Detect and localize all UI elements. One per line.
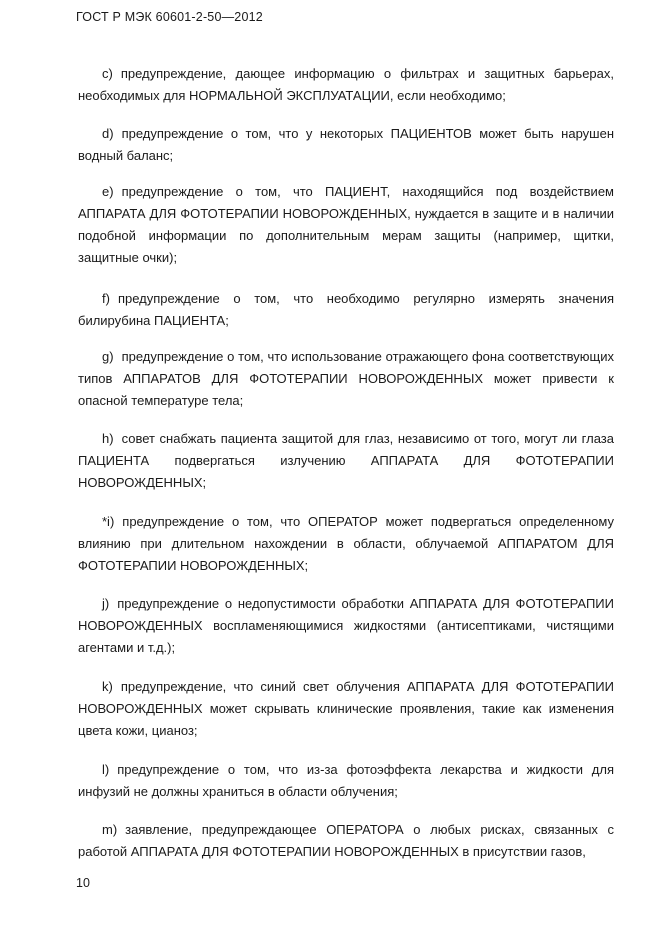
item-text: предупреждение о том, что использование отражающего фона соответствующих типов АППАРАТОВ ДЛЯ ФОТОТЕРАПИИ НОВОРОЖДЕННЫХ может привести к опасной температуре тела; <box>78 349 614 408</box>
item-letter: e) <box>102 184 114 199</box>
item-letter: m) <box>102 822 118 837</box>
item-text: заявление, предупреждающее ОПЕРАТОРА о любых рисках, связанных с работой АППАРАТА ДЛЯ ФОТОТЕРАПИИ НОВОРОЖДЕННЫХ в присутствии газов, <box>78 822 614 859</box>
list-item-k <box>78 676 614 742</box>
list-item-g <box>78 346 614 412</box>
item-text: предупреждение о том, что у некоторых ПАЦИЕНТОВ может быть нарушен водный баланс; <box>78 126 614 163</box>
list-item-e <box>78 181 614 269</box>
item-letter: h) <box>102 431 114 446</box>
list-item-i <box>78 511 614 577</box>
item-text: предупреждение о том, что ОПЕРАТОР может подвергаться определенному влиянию при длительном нахождении в области, облучаемой АППАРАТОМ ДЛЯ ФОТОТЕРАПИИ НОВОРОЖДЕННЫХ; <box>78 514 614 573</box>
item-text: предупреждение, дающее информацию о фильтрах и защитных барьерах, необходимых для НОРМАЛЬНОЙ ЭКСПЛУАТАЦИИ, если необходимо; <box>78 66 614 103</box>
item-letter: l) <box>102 762 110 777</box>
item-text: предупреждение о недопустимости обработки АППАРАТА ДЛЯ ФОТОТЕРАПИИ НОВОРОЖДЕННЫХ воспламеняющимися жидкостями (антисептиками, чистящими агентами и т.д.); <box>78 596 614 655</box>
item-letter: *i) <box>102 514 115 529</box>
item-text: предупреждение, что синий свет облучения АППАРАТА ДЛЯ ФОТОТЕРАПИИ НОВОРОЖДЕННЫХ может скрывать клинические проявления, такие как изменения цвета кожи, цианоз; <box>78 679 614 738</box>
item-letter: j) <box>102 596 110 611</box>
item-letter: c) <box>102 66 113 81</box>
item-text: предупреждение о том, что необходимо регулярно измерять значения билирубина ПАЦИЕНТА; <box>78 291 614 328</box>
item-letter: g) <box>102 349 114 364</box>
item-letter: k) <box>102 679 113 694</box>
list-item-m <box>78 819 614 863</box>
item-letter: f) <box>102 291 110 306</box>
document-header: ГОСТ Р МЭК 60601-2-50—2012 <box>76 10 263 24</box>
list-item-f <box>78 288 614 332</box>
page-number: 10 <box>76 876 90 890</box>
item-text: предупреждение о том, что из-за фотоэффекта лекарства и жидкости для инфузий не должны храниться в области облучения; <box>78 762 614 799</box>
list-item-h <box>78 428 614 494</box>
list-item-j <box>78 593 614 659</box>
item-text: предупреждение о том, что ПАЦИЕНТ, находящийся под воздействием АППАРАТА ДЛЯ ФОТОТЕРАПИИ НОВОРОЖДЕННЫХ, нуждается в защите и в наличии подобной информации по дополнительным мерам защиты (например, щитки, защитные очки); <box>78 184 614 265</box>
list-item-d <box>78 123 614 167</box>
list-item-c <box>78 63 614 107</box>
list-item-l <box>78 759 614 803</box>
item-text: совет снабжать пациента защитой для глаз, независимо от того, могут ли глаза ПАЦИЕНТА подвергаться излучению АППАРАТА ДЛЯ ФОТОТЕРАПИИ НОВОРОЖДЕННЫХ; <box>78 431 614 490</box>
item-letter: d) <box>102 126 114 141</box>
